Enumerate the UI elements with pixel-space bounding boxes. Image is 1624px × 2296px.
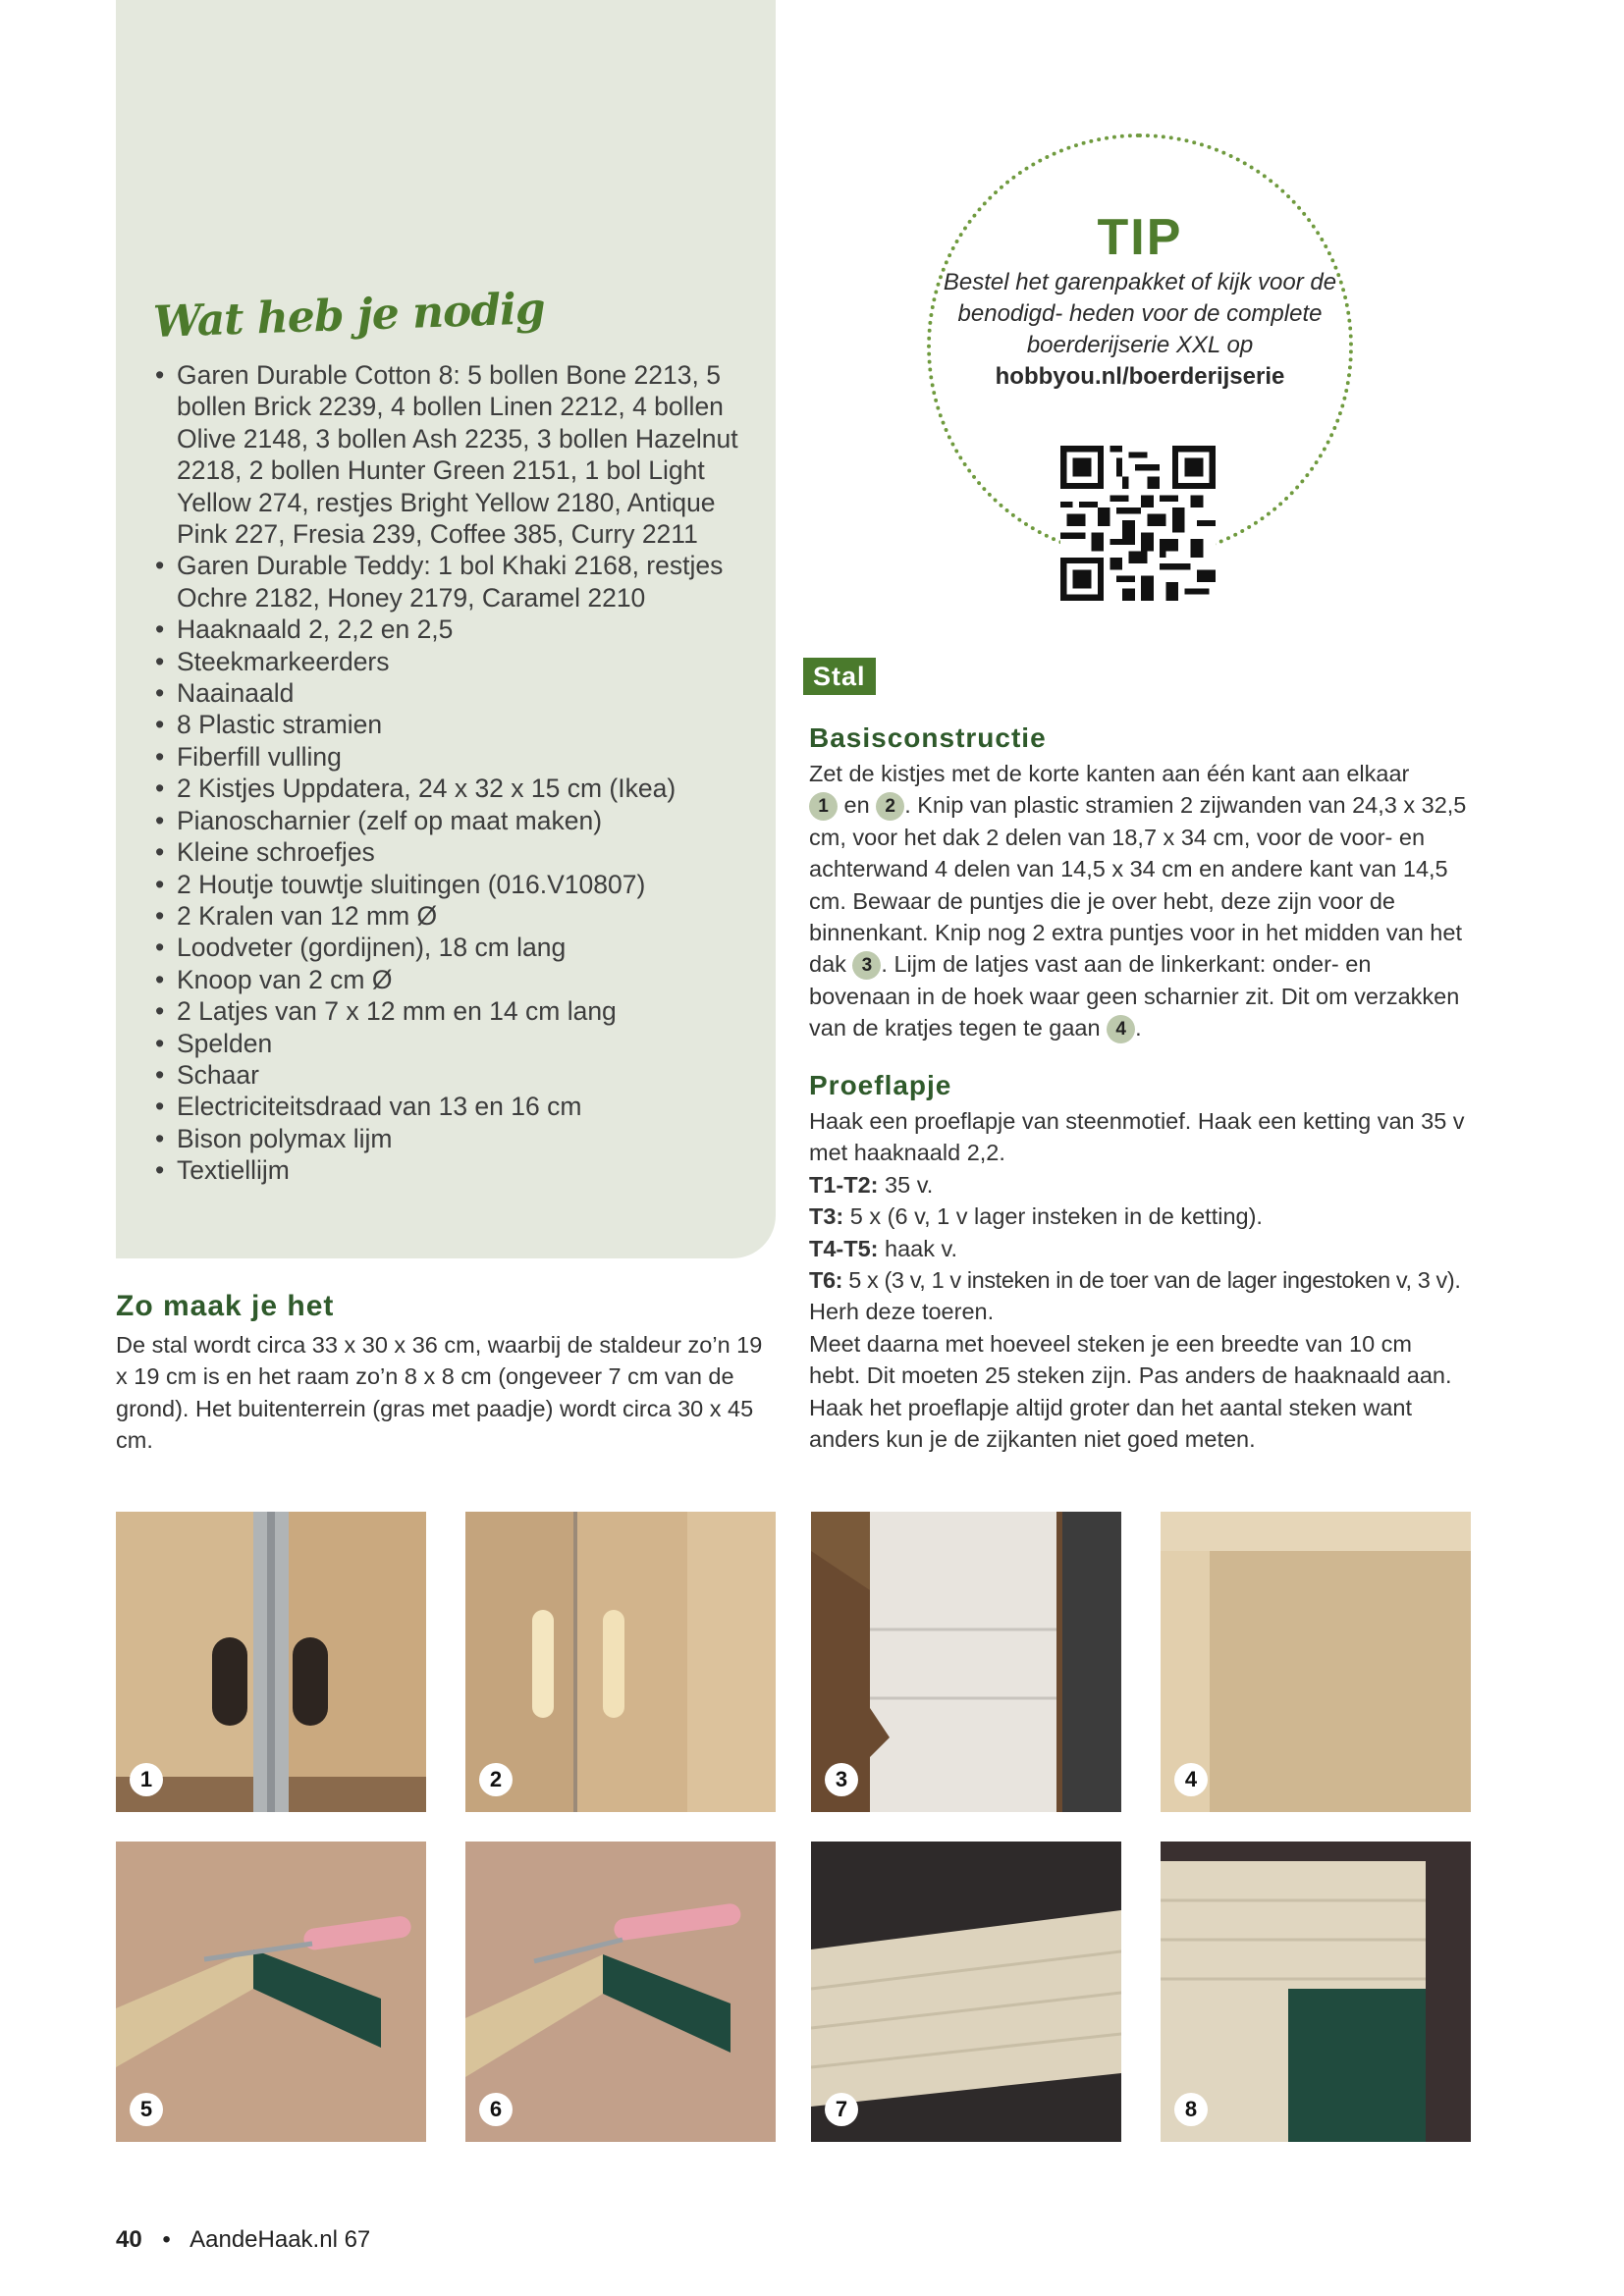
ref-badge: 2 — [876, 792, 904, 821]
list-item: • Loodveter (gordijnen), 18 cm lang — [153, 932, 752, 963]
photo-2 — [465, 1512, 776, 1812]
photo-8 — [1161, 1842, 1471, 2142]
proef-intro: Haak een proeflapje van steenmotief. Haak een ketting van 35 v met haaknaald 2,2. — [809, 1108, 1465, 1166]
basis-text — [809, 758, 1469, 1044]
row-instruction — [809, 1264, 1469, 1296]
footer-bullet: • — [162, 2226, 171, 2253]
magazine-name: AandeHaak.nl 67 — [189, 2226, 371, 2253]
tip-description: Bestel het garenpakket of kijk voor de benodigd- heden voor de complete boerderijserie XXL op — [943, 269, 1337, 358]
basis-text-part: . — [1135, 1015, 1142, 1041]
row-text: 35 v. — [885, 1171, 934, 1198]
photo-number-badge: 3 — [825, 1763, 858, 1796]
list-item: • 8 Plastic stramien — [153, 709, 752, 740]
row-instruction — [809, 1233, 1469, 1264]
photo-number-badge: 2 — [479, 1763, 513, 1796]
basis-text-part: . Lijm de latjes vast aan de linkerkant: onder- en bovenaan in de hoek waar geen scharnier zit. Dit om verzakken van de kratjes tegen te gaan — [809, 951, 1460, 1041]
photo-8-image — [1161, 1842, 1471, 2142]
row-instruction — [809, 1201, 1469, 1232]
photo-7 — [811, 1842, 1121, 2142]
tip-title: TIP — [1097, 209, 1183, 266]
row-label: T4-T5: — [809, 1235, 879, 1261]
row-label: T6: — [809, 1267, 843, 1294]
list-item: • Fiberfill vulling — [153, 741, 752, 773]
proef-heading: Proeflapje — [809, 1070, 952, 1100]
ref-badge: 3 — [852, 951, 881, 980]
basis-text-part: Zet de kistjes met de korte kanten aan één kant aan elkaar — [809, 761, 1410, 786]
page-number: 40 — [116, 2226, 142, 2253]
list-item: • Bison polymax lijm — [153, 1123, 752, 1154]
basis-heading: Basisconstructie — [809, 722, 1047, 753]
row-label: T1-T2: — [809, 1171, 879, 1198]
ref-badge: 1 — [809, 792, 838, 821]
photo-number-badge: 4 — [1174, 1763, 1208, 1796]
row-instruction — [809, 1169, 1469, 1201]
list-item: • 2 Latjes van 7 x 12 mm en 14 cm lang — [153, 995, 752, 1027]
row-text: 5 x (3 v, 1 v insteken in de toer van de lager ingestoken v, 3 v). — [848, 1267, 1461, 1294]
photo-3-image — [811, 1512, 1121, 1812]
list-item: • Naainaald — [153, 677, 752, 709]
photo-5-image — [116, 1842, 426, 2142]
row-label: T3: — [809, 1203, 844, 1230]
photo-number-badge: 5 — [130, 2093, 163, 2126]
list-item: • Textiellijm — [153, 1154, 752, 1186]
photo-6 — [465, 1842, 776, 2142]
section-badge-stal: Stal — [803, 658, 876, 695]
basis-text-part: . Knip van plastic stramien 2 zijwanden van 24,3 x 32,5 cm, voor het dak 2 delen van 18,7 x 34 cm, voor de voor- en achterwand 4 delen van 14,5 x 34 cm en andere kant van 14,5 cm. Bewaar de puntjes die je over hebt, deze zijn voor de binnenkant. Knip nog 2 extra puntjes voor in het midden van het dak — [809, 792, 1467, 978]
photo-1-image — [116, 1512, 426, 1812]
qr-code-icon[interactable] — [1060, 446, 1216, 601]
list-item: • Steekmarkeerders — [153, 646, 752, 677]
list-item: • Spelden — [153, 1028, 752, 1059]
howto-text: De stal wordt circa 33 x 30 x 36 cm, waarbij de staldeur zo’n 19 x 19 cm is en het raam zo’n 8 x 8 cm (ongeveer 7 cm van de grond). Het buitenterrein (gras met paadje) wordt circa 30 x 45 cm. — [116, 1332, 763, 1454]
proef-outro: Meet daarna met hoeveel steken je een breedte van 10 cm hebt. Dit moeten 25 steken zijn. Pas anders de haaknaald aan. Haak het proeflapje altijd groter dan het aantal steken want anders kun je de zijkanten niet goed meten. — [809, 1330, 1452, 1453]
photo-4-image — [1161, 1512, 1471, 1812]
list-item: • 2 Kistjes Uppdatera, 24 x 32 x 15 cm (Ikea) — [153, 773, 752, 804]
list-item: • 2 Houtje touwtje sluitingen (016.V10807) — [153, 869, 752, 900]
row-text: haak v. — [885, 1235, 958, 1261]
tip-link[interactable]: hobbyou.nl/boerderijserie — [995, 363, 1285, 390]
howto-heading: Zo maak je het — [116, 1290, 335, 1322]
list-item: • Pianoscharnier (zelf op maat maken) — [153, 805, 752, 836]
materials-list — [153, 359, 752, 1187]
photo-7-image — [811, 1842, 1121, 2142]
tip-text — [943, 267, 1337, 393]
page-footer — [116, 2226, 370, 2254]
proef-text — [809, 1105, 1469, 1455]
list-item: • Schaar — [153, 1059, 752, 1091]
photo-4 — [1161, 1512, 1471, 1812]
list-item: • Electriciteitsdraad van 13 en 16 cm — [153, 1091, 752, 1122]
row-text: 5 x (6 v, 1 v lager insteken in de ketting). — [849, 1203, 1263, 1230]
list-item: • Knoop van 2 cm Ø — [153, 964, 752, 995]
list-item: • Garen Durable Teddy: 1 bol Khaki 2168, restjes Ochre 2182, Honey 2179, Caramel 2210 — [153, 550, 752, 614]
photo-1 — [116, 1512, 426, 1812]
list-item: • Kleine schroefjes — [153, 836, 752, 868]
photo-5 — [116, 1842, 426, 2142]
proef-repeat: Herh deze toeren. — [809, 1299, 995, 1325]
list-item: • Garen Durable Cotton 8: 5 bollen Bone 2213, 5 bollen Brick 2239, 4 bollen Linen 2212, 4 bollen Olive 2148, 3 bollen Ash 2235, 3 bollen Hazelnut 2218, 2 bollen Hunter Green 2151, 1 bol Light Yellow 274, restjes Bright Yellow 2180, Antique Pink 227, Fresia 239, Coffee 385, Curry 2211 — [153, 359, 752, 550]
photo-2-image — [465, 1512, 776, 1812]
photo-6-image — [465, 1842, 776, 2142]
photo-number-badge: 7 — [825, 2093, 858, 2126]
list-item: • Haaknaald 2, 2,2 en 2,5 — [153, 614, 752, 645]
list-item: • 2 Kralen van 12 mm Ø — [153, 900, 752, 932]
photo-number-badge: 1 — [130, 1763, 163, 1796]
photo-3 — [811, 1512, 1121, 1812]
basis-text-part: en — [843, 792, 870, 819]
photo-number-badge: 6 — [479, 2093, 513, 2126]
ref-badge: 4 — [1107, 1015, 1135, 1043]
materials-heading: Wat heb je nodig — [152, 284, 546, 347]
photo-number-badge: 8 — [1174, 2093, 1208, 2126]
